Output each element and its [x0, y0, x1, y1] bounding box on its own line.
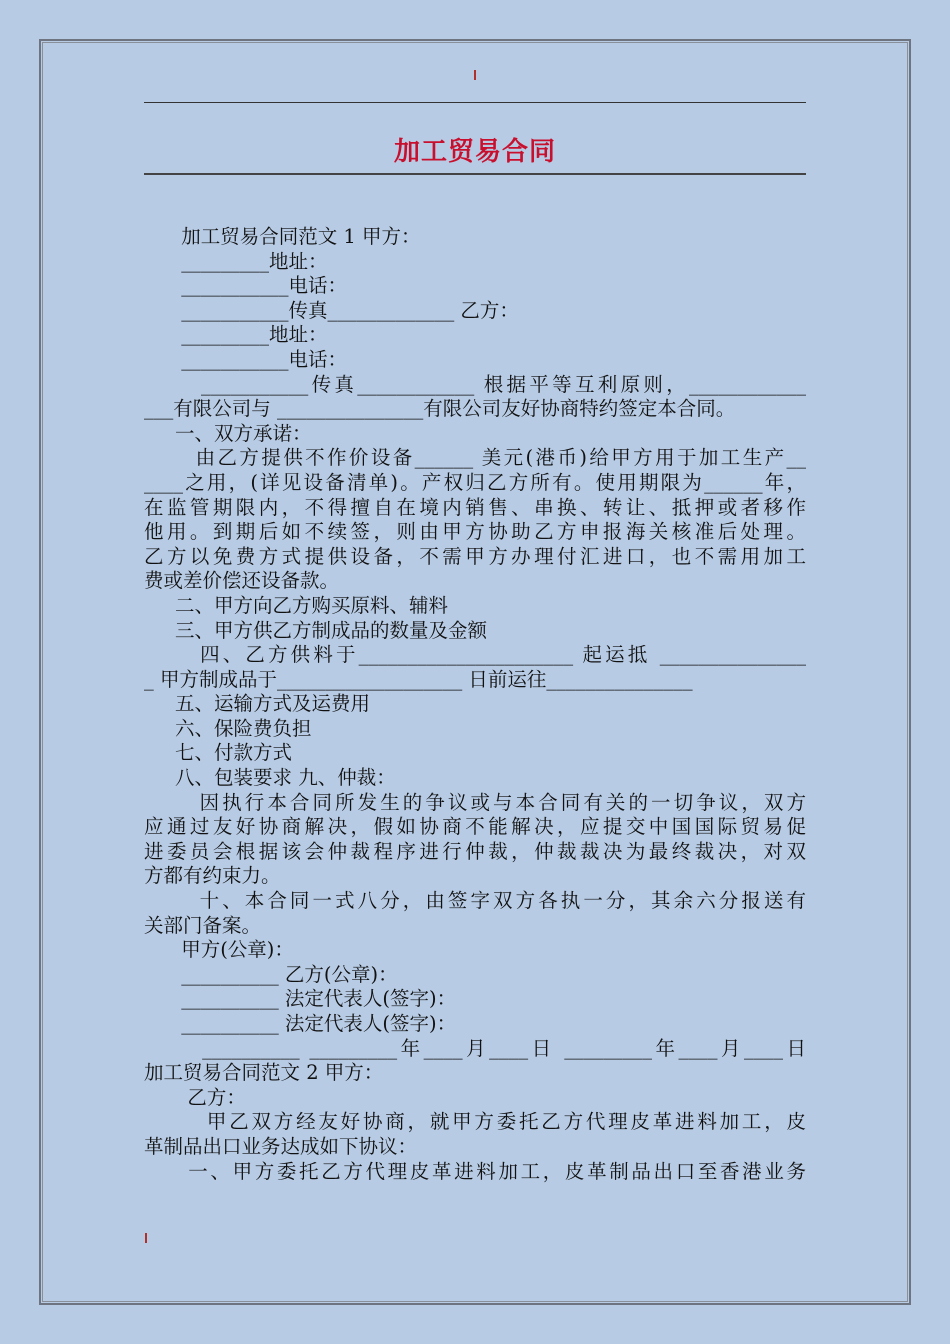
body-line: 加工贸易合同范文 1 甲方： — [144, 225, 421, 248]
document-body — [144, 225, 806, 1184]
title-underline — [144, 173, 806, 175]
body-line: ____之用，(详见设备清单)。产权归乙方所有。使用期限为______年， — [144, 470, 806, 494]
body-line: ___________电话： — [144, 347, 347, 371]
body-line: 应通过友好协商解决，假如协商不能解决，应提交中国国际贸易促 — [144, 815, 806, 839]
body-line: 甲方(公章)： — [144, 938, 294, 962]
header-cursor-mark — [474, 70, 476, 80]
body-line: 在监管期限内，不得擅自在境内销售、串换、转让、抵押或者移作 — [144, 495, 806, 519]
body-line: 二、甲方向乙方购买原料、辅料 — [144, 593, 448, 617]
footer-cursor-mark — [145, 1233, 147, 1243]
body-line: 方都有约束力。 — [144, 864, 281, 888]
body-line: 由乙方提供不作价设备______ 美元(港币)给甲方用于加工生产__ — [144, 446, 806, 470]
body-line: __________ 法定代表人(签字)： — [144, 1012, 457, 1035]
body-line: 甲乙双方经友好协商，就甲方委托乙方代理皮革进料加工，皮 — [144, 1110, 806, 1134]
body-line: 乙方： — [144, 1085, 246, 1109]
body-line: 五、运输方式及运费用 — [144, 692, 370, 716]
body-line: _________地址： — [144, 323, 328, 347]
body-line: _________地址： — [144, 249, 328, 273]
body-line: ___________传真____________ 根据平等互利原则，____________ — [144, 372, 806, 396]
body-line: ___________传真_____________ 乙方： — [144, 298, 519, 322]
body-line: 进委员会根据该会仲裁程序进行仲裁，仲裁裁决为最终裁决，对双 — [144, 839, 806, 863]
body-line: 六、保险费负担 — [144, 716, 312, 740]
body-line: 乙方以免费方式提供设备，不需甲方办理付汇进口，也不需用加工 — [144, 544, 806, 568]
body-line: 费或差价偿还设备款。 — [144, 569, 340, 593]
body-line: 他用。到期后如不续签，则由甲方协助乙方申报海关核准后处理。 — [144, 520, 806, 544]
document-title: 加工贸易合同 — [393, 137, 556, 167]
body-line: 一、双方承诺： — [144, 421, 312, 445]
body-line: 三、甲方供乙方制成品的数量及金额 — [144, 618, 487, 642]
body-line: 七、付款方式 — [144, 741, 292, 765]
body-line: 四、乙方供料于______________________ 起运抵 _______________ — [144, 643, 806, 667]
header-rule — [144, 102, 806, 103]
body-line: 关部门备案。 — [144, 913, 262, 937]
body-line: _ 甲方制成品于___________________ 日前运往_______________ — [144, 667, 693, 691]
body-line: ___________电话： — [144, 274, 347, 298]
body-line: 加工贸易合同范文 2 甲方： — [144, 1061, 384, 1085]
body-line: 一、甲方委托乙方代理皮革进料加工，皮革制品出口至香港业务 — [144, 1159, 806, 1183]
body-line: __________ 乙方(公章)： — [144, 962, 398, 986]
body-line: 革制品出口业务达成如下协议： — [144, 1134, 418, 1158]
body-line: 十、本合同一式八分，由签字双方各执一分，其余六分报送有 — [144, 889, 806, 913]
body-line: __________ 法定代表人(签字)： — [144, 987, 457, 1011]
body-line: __________ _________年____月____日 _________年____月____日 — [144, 1036, 806, 1060]
body-line: 因执行本合同所发生的争议或与本合同有关的一切争议，双方 — [144, 790, 806, 814]
body-line: 八、包装要求 九、仲裁： — [144, 766, 396, 790]
body-line: ___有限公司与 _______________有限公司友好协商特约签定本合同。 — [144, 397, 736, 421]
